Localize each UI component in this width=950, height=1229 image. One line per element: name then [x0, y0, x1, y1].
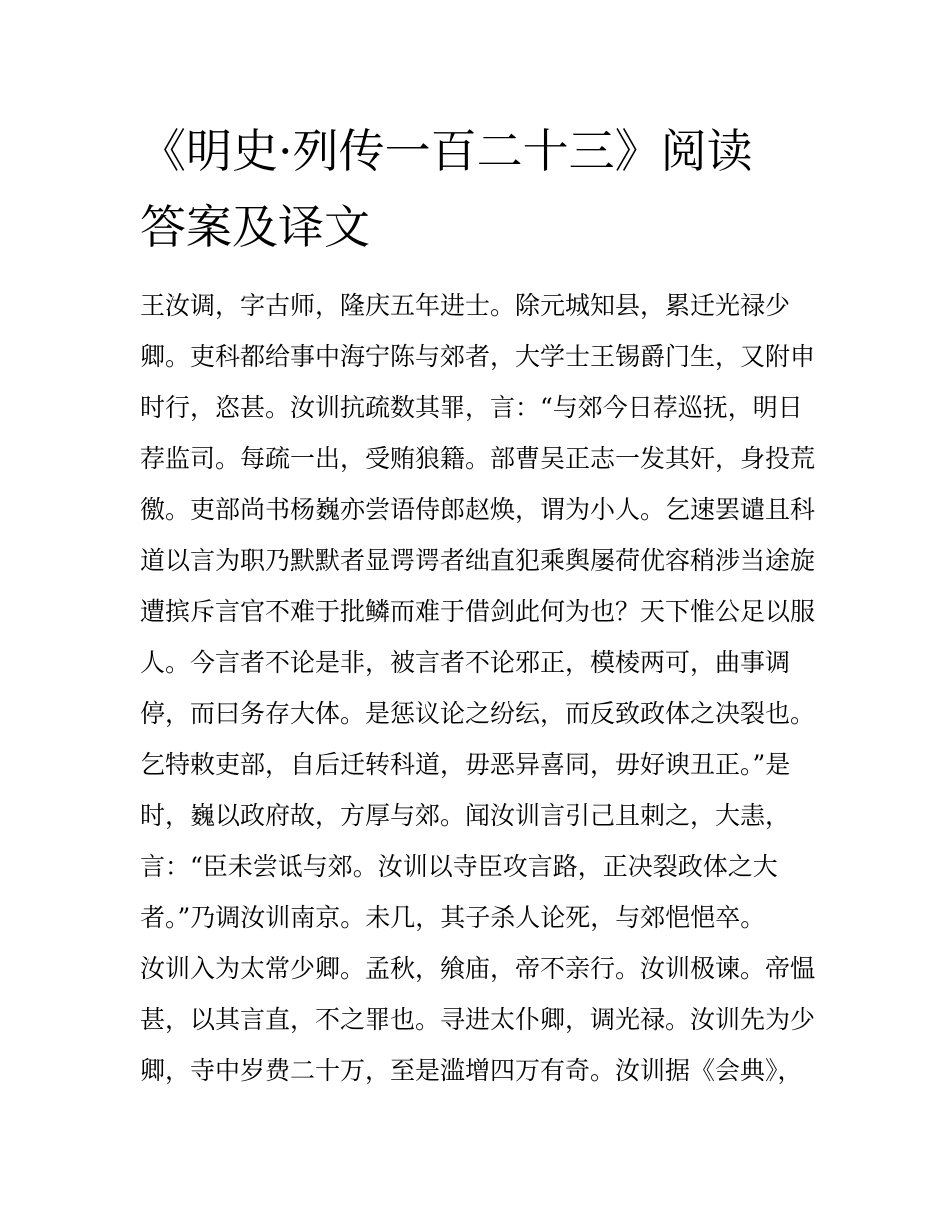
title-line-2: 答案及译文: [140, 200, 370, 254]
body-line: 卿。吏科都给事中海宁陈与郊者，大学士王锡爵门生，又附申: [140, 342, 816, 371]
body-line: 人。今言者不论是非，被言者不论邪正，模棱两可，曲事调: [140, 648, 791, 677]
body-line: 王汝调，字古师，隆庆五年进士。除元城知县，累迁光禄少: [140, 291, 791, 320]
body-line: 时行，恣甚。汝训抗疏数其罪，言：“与郊今日荐巡抚，明日: [140, 393, 803, 422]
body-line: 徼。吏部尚书杨巍亦尝语侍郎赵焕，谓为小人。乞速罢谴且科: [140, 495, 816, 524]
body-line: 遭摈斥言官不难于批鳞而难于借剑此何为也？天下惟公足以服: [140, 597, 816, 626]
body-line: 乞特敕吏部，自后迁转科道，毋恶异喜同，毋好谀丑正。”是: [140, 750, 791, 779]
body-line: 者。”乃调汝训南京。未几，其子杀人论死，与郊悒悒卒。: [140, 903, 766, 932]
body-line: 道以言为职乃默默者显谔谔者绌直犯乘舆屡荷优容稍涉当途旋: [140, 546, 816, 575]
body-line: 荐监司。每疏一出，受贿狼籍。部曹吴正志一发其奸，身投荒: [140, 444, 816, 473]
body-line: 汝训入为太常少卿。孟秋，飨庙，帝不亲行。汝训极谏。帝愠: [140, 954, 816, 983]
body-line: 卿，寺中岁费二十万，至是滥增四万有奇。汝训据《会典》，: [140, 1056, 803, 1085]
body-line: 言：“臣未尝诋与郊。汝训以寺臣攻言路，正决裂政体之大: [140, 852, 778, 881]
title-line-1: 《明史·列传一百二十三》阅读: [140, 124, 753, 178]
document-body: [140, 280, 820, 1096]
body-line: 停，而曰务存大体。是惩议论之纷纭，而反致政体之决裂也。: [140, 699, 816, 728]
document-title: [140, 113, 820, 265]
body-line: 甚，以其言直，不之罪也。寻进太仆卿，调光禄。汝训先为少: [140, 1005, 816, 1034]
body-line: 时，巍以政府故，方厚与郊。闻汝训言引己且刺之，大恚，: [140, 801, 791, 830]
